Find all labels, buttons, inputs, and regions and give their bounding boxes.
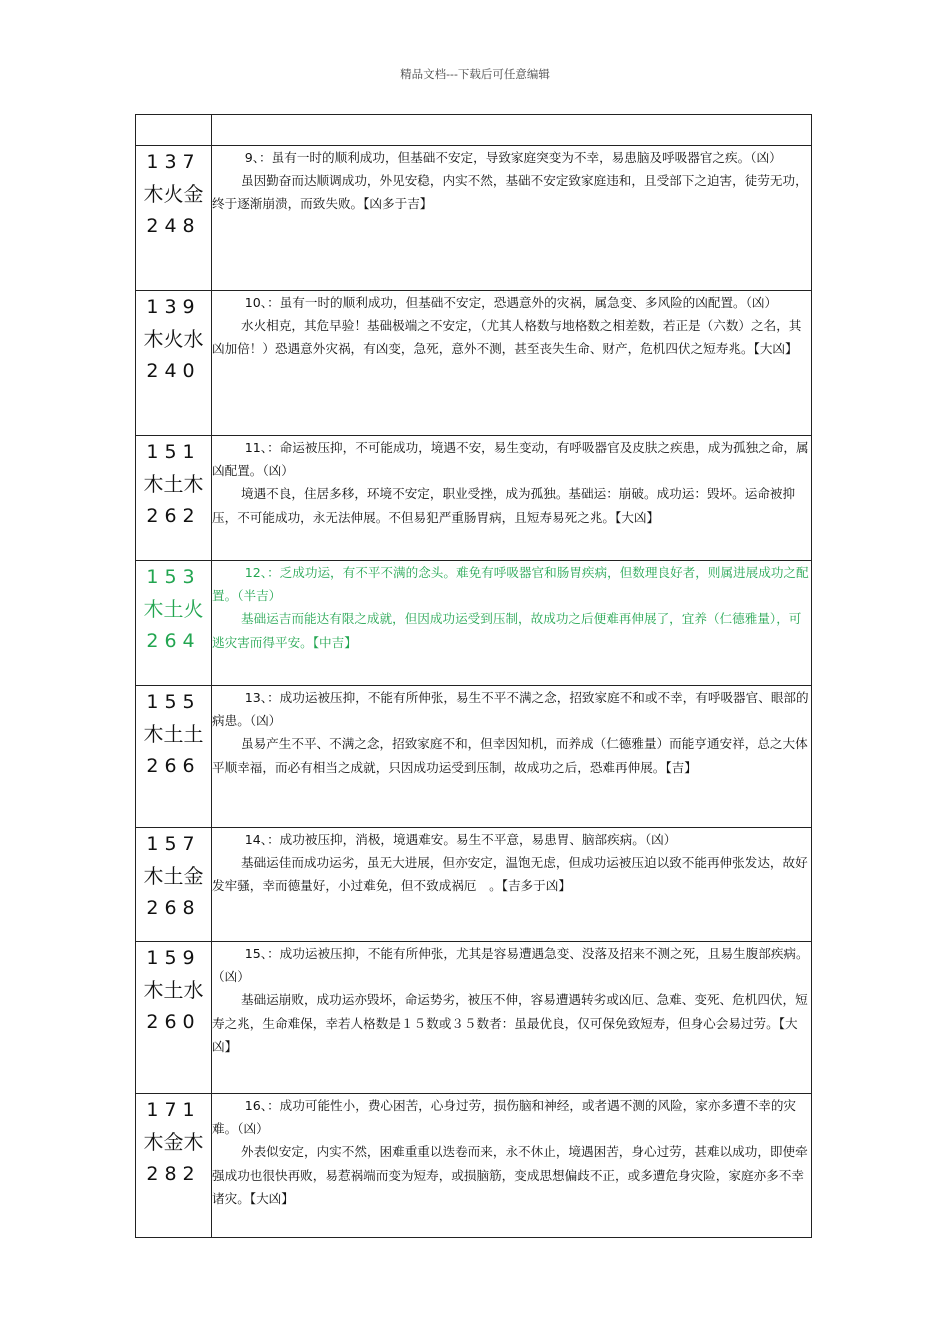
elements: 木土土 [143, 722, 204, 746]
detail-text: 水火相克，其危早验！基础极端之不安定，（尤其人格数与地格数之相差数，若正是（六数）之名，其凶加倍！）恐遇意外灾祸，有凶变，急死，意外不测，甚至丧失生命、财产，危机四伏之短寿兆。【大凶】 [212, 318, 802, 357]
number-top: 155 [146, 691, 201, 713]
description-cell [212, 291, 812, 436]
description-cell [212, 146, 812, 291]
number-cell [136, 1094, 212, 1238]
number-cell [136, 436, 212, 561]
number-top: 139 [146, 296, 201, 318]
summary-text: 12、：乏成功运，有不平不满的念头。难免有呼吸器官和肠胃疾病，但数理良好者，则属进展成功之配置。（半吉） [212, 565, 809, 604]
number-top: 159 [146, 947, 201, 969]
description-cell [212, 561, 812, 686]
number-top: 171 [146, 1099, 201, 1121]
detail-text: 外表似安定，内实不然，困难重重以迭卷而来，永不休止，境遇困苦，身心过劳，甚难以成功，即使牵强成功也很快再败，易惹祸端而变为短寿，或损脑筋，变成思想偏歧不正，或多遭危身灾险，家庭亦多不幸诸灾。【大凶】 [212, 1144, 808, 1206]
summary-text: 11、：命运被压抑，不可能成功，境遇不安，易生变动，有呼吸器官及皮肤之疾患，成为孤独之命，属凶配置。（凶） [212, 440, 809, 479]
number-bottom: 262 [146, 505, 201, 527]
description-cell [212, 828, 812, 942]
number-bottom: 264 [146, 630, 201, 652]
elements: 木土水 [143, 978, 204, 1002]
elements: 木金木 [143, 1130, 204, 1154]
number-bottom: 248 [146, 215, 201, 237]
detail-text: 虽因勤奋而达顺调成功，外见安稳，内实不然，基础不安定致家庭违和，且受部下之迫害，徒劳无功，终于逐渐崩溃，而致失败。【凶多于吉】 [212, 173, 808, 212]
summary-text: 10、：虽有一时的顺利成功，但基础不安定，恐遇意外的灾祸，属急变、多风险的凶配置。（凶） [244, 295, 778, 310]
number-cell [136, 828, 212, 942]
table-row [136, 436, 812, 561]
detail-text: 基础运吉而能达有限之成就，但因成功运受到压制，故成功之后便难再伸展了，宜养（仁德雅量），可逃灾害而得平安。【中吉】 [212, 611, 802, 650]
summary-text: 14、：成功被压抑，消极，境遇难安。易生不平意，易患胃、脑部疾病。（凶） [244, 832, 677, 847]
page-header: 精品文档---下载后可任意编辑 [400, 67, 550, 81]
empty-header-cell [212, 115, 812, 146]
description-cell [212, 1094, 812, 1238]
description-cell [212, 942, 812, 1094]
table-row-highlighted [136, 561, 812, 686]
elements: 木土火 [143, 597, 204, 621]
fortune-table [135, 114, 812, 1238]
number-cell [136, 561, 212, 686]
description-cell [212, 686, 812, 828]
number-bottom: 282 [146, 1163, 201, 1185]
number-bottom: 266 [146, 755, 201, 777]
number-top: 137 [146, 151, 201, 173]
detail-text: 境遇不良，住居多移，环境不安定，职业受挫，成为孤独。基础运：崩破。成功运：毁坏。运命被抑压，不可能成功，永无法伸展。不但易犯严重肠胃病，且短寿易死之兆。【大凶】 [212, 486, 796, 525]
table-row [136, 291, 812, 436]
number-top: 153 [146, 566, 201, 588]
summary-text: 13、：成功运被压抑，不能有所伸张，易生不平不满之念，招致家庭不和或不幸，有呼吸器官、眼部的病患。（凶） [212, 690, 809, 729]
number-bottom: 260 [146, 1011, 201, 1033]
description-cell [212, 436, 812, 561]
table-row [136, 828, 812, 942]
empty-header-cell [136, 115, 212, 146]
number-top: 151 [146, 441, 201, 463]
table-row [136, 686, 812, 828]
table-row [136, 942, 812, 1094]
number-cell [136, 942, 212, 1094]
summary-text: 15、：成功运被压抑，不能有所伸张，尤其是容易遭遇急变、没落及招来不测之死，且易生腹部疾病。（凶） [212, 946, 809, 985]
number-cell [136, 291, 212, 436]
summary-text: 9、：虽有一时的顺利成功，但基础不安定，导致家庭突变为不幸，易患脑及呼吸器官之疾。（凶） [244, 150, 782, 165]
elements: 木土金 [143, 864, 204, 888]
number-cell [136, 146, 212, 291]
elements: 木土木 [143, 472, 204, 496]
table-row [136, 146, 812, 291]
elements: 木火金 [143, 182, 204, 206]
detail-text: 虽易产生不平、不满之念，招致家庭不和，但幸因知机，而养成（仁德雅量）而能亨通安祥，总之大体平顺幸福，而必有相当之成就，只因成功运受到压制，故成功之后，恐难再伸展。【吉】 [212, 736, 808, 775]
table-row [136, 1094, 812, 1238]
summary-text: 16、：成功可能性小，费心困苦，心身过劳，损伤脑和神经，或者遇不测的风险，家亦多遭不幸的灾难。（凶） [212, 1098, 797, 1137]
detail-text: 基础运崩败，成功运亦毁坏，命运势劣，被压不伸，容易遭遇转劣或凶厄、急难、变死、危机四伏，短寿之兆，生命难保，幸若人格数是１５数或３５数者：虽最优良，仅可保免致短寿，但身心会易过劳。【大凶】 [212, 992, 808, 1054]
detail-text: 基础运佳而成功运劣，虽无大进展，但亦安定，温饱无虑，但成功运被压迫以致不能再伸张发达，故好发牢骚，幸而德量好，小过难免，但不致成祸厄 。【吉多于凶】 [212, 855, 808, 894]
elements: 木火水 [143, 327, 204, 351]
number-bottom: 240 [146, 360, 201, 382]
number-cell [136, 686, 212, 828]
number-top: 157 [146, 833, 201, 855]
number-bottom: 268 [146, 897, 201, 919]
table-header-row [136, 115, 812, 146]
